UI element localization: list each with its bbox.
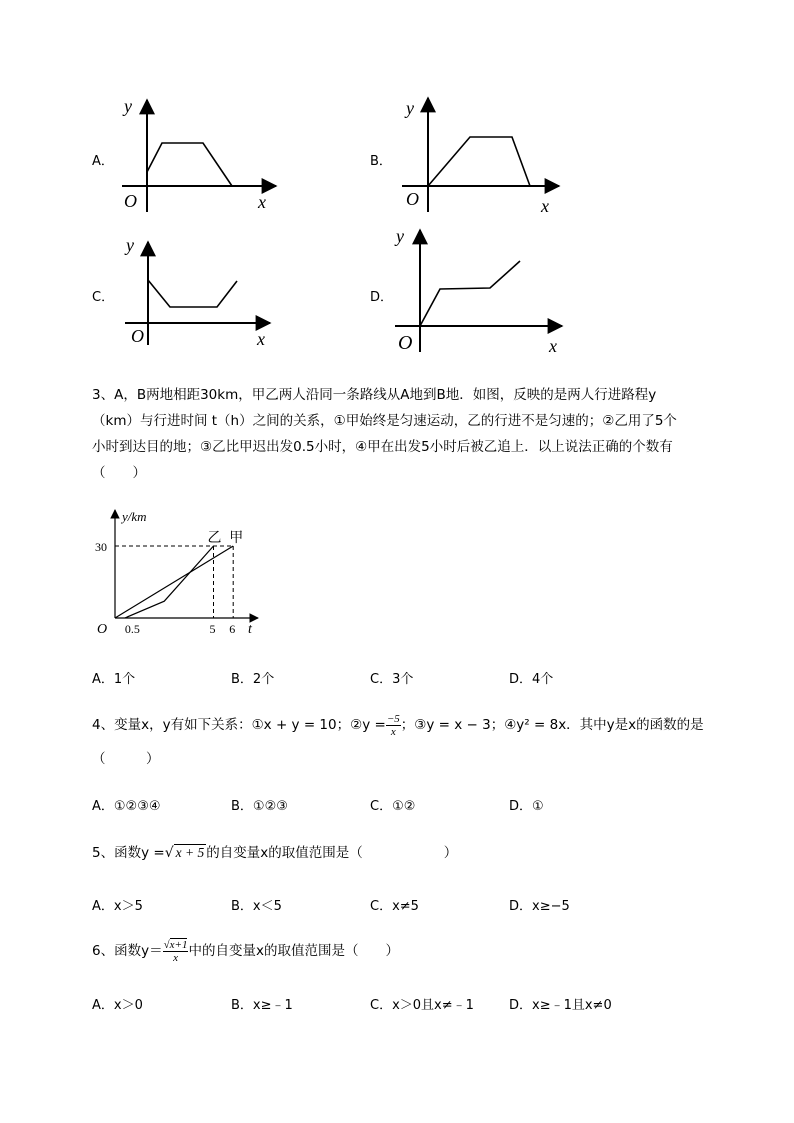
q3-line3: 小时到达目的地；③乙比甲迟出发0.5小时，④甲在出发5小时后被乙追上．以上说法正确的个数有	[92, 439, 673, 455]
q4-option-c[interactable]: C．①②	[370, 799, 416, 814]
graph-b-x-label: x	[541, 196, 549, 216]
graph-b-label: B．	[370, 154, 392, 169]
graph-c-x-label: x	[257, 329, 265, 349]
q6-prefix: 6、函数y＝	[92, 943, 163, 959]
q3-chart-origin: O	[97, 622, 108, 637]
graph-d-x-label: x	[549, 336, 557, 356]
q5-line	[92, 840, 457, 866]
q3-series-yi	[125, 546, 214, 618]
q3-series-label-jia: 甲	[229, 531, 244, 546]
q3-line2: （km）与行进时间 t（h）之间的关系，①甲始终是匀速运动，乙的行进不是匀速的；②乙用了5个	[92, 413, 677, 429]
q3-option-c[interactable]: C．3个	[370, 672, 414, 687]
graph-b-y-label: y	[406, 98, 414, 118]
q4-frac-num: −5	[386, 712, 400, 725]
q3-chart-ylabel: y/km	[122, 509, 147, 524]
graph-c-label: C．	[92, 290, 115, 305]
sqrt-icon: √	[164, 845, 174, 861]
graph-d-label: D．	[370, 290, 394, 305]
graph-a-y-label: y	[124, 96, 132, 116]
q3-line4: （ ）	[92, 465, 146, 481]
q3-x-tick-0: 0.5	[124, 622, 140, 636]
q6-suffix: 中的自变量x的取值范围是（ ）	[188, 943, 399, 959]
q4-frac-den: x	[390, 725, 396, 738]
q5-radicand: x + 5	[175, 845, 205, 860]
q3-option-d[interactable]: D．4个	[509, 672, 554, 687]
q5-prefix: 5、函数y =	[92, 845, 165, 861]
q4-option-b[interactable]: B．①②③	[231, 799, 288, 814]
q6-radicand: x+1	[169, 938, 188, 951]
q3-series-label-yi: 乙	[207, 531, 222, 546]
q4-option-a[interactable]: A．①②③④	[92, 799, 161, 814]
q3-line1: 3、A，B两地相距30km，甲乙两人沿同一条路线从A地到B地．如图，反映的是两人行进路程y	[92, 387, 657, 403]
q6-option-b[interactable]: B．x≥﹣1	[231, 998, 293, 1013]
q3-x-tick-2: 6	[229, 622, 236, 636]
q6-option-c[interactable]: C．x＞0且x≠﹣1	[370, 998, 474, 1013]
q6-option-a[interactable]: A．x＞0	[92, 998, 143, 1013]
q5-option-d[interactable]: D．x≥−5	[509, 899, 570, 914]
sqrt-icon: √	[163, 938, 170, 951]
q4-fraction	[386, 713, 401, 738]
q6-frac-num	[163, 939, 189, 952]
q6-fraction	[163, 939, 189, 964]
graph-a-origin: O	[124, 191, 137, 211]
q5-option-a[interactable]: A．x＞5	[92, 899, 143, 914]
q3-option-b[interactable]: B．2个	[231, 672, 275, 687]
q6-line	[92, 938, 399, 964]
q5-option-b[interactable]: B．x＜5	[231, 899, 282, 914]
graph-c-y-label: y	[126, 235, 134, 255]
q3-option-a[interactable]: A．1个	[92, 672, 136, 687]
q3-y-tick-0: 30	[95, 540, 107, 554]
q5-option-c[interactable]: C．x≠5	[370, 899, 419, 914]
q4-line1	[92, 712, 752, 738]
q3-x-tick-1: 5	[209, 622, 216, 636]
graph-b-origin: O	[406, 189, 419, 209]
q3-chart-xlabel: t	[248, 622, 252, 637]
graph-a-label: A．	[92, 154, 114, 169]
q3-series-jia	[115, 546, 233, 618]
q6-frac-den: x	[173, 951, 178, 964]
q6-option-d[interactable]: D．x≥﹣1且x≠0	[509, 998, 612, 1013]
q4-line2: （ ）	[92, 751, 160, 767]
graph-c-origin: O	[131, 326, 144, 346]
graph-d-y-label: y	[396, 226, 404, 246]
q4-prefix: 4、变量x，y有如下关系：①x + y = 10；②y =	[92, 717, 386, 733]
graph-d-origin: O	[398, 332, 413, 354]
q4-option-d[interactable]: D．①	[509, 799, 544, 814]
graph-a-x-label: x	[258, 192, 266, 212]
q5-suffix: 的自变量x的取值范围是（ ）	[206, 845, 458, 861]
q4-suffix: ；③y = x − 3；④y² = 8x．其中y是x的函数的是	[400, 717, 704, 733]
